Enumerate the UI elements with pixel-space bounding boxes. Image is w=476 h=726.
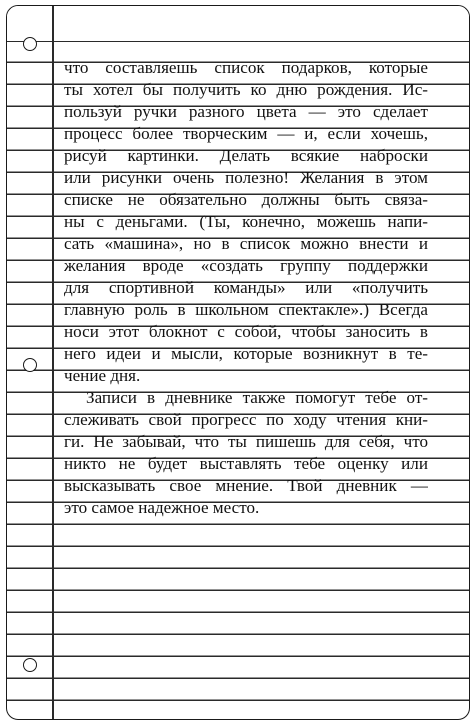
text-line: чение дня. (64, 366, 141, 385)
text-line: ги. Не забывай, что ты пишешь для себя, что (64, 432, 428, 451)
text-line: что составляешь список подарков, которые (64, 58, 428, 77)
text-line: высказывать свое мнение. Твой дневник — (64, 476, 428, 495)
text-line: Записи в дневнике также помогут тебе от- (86, 388, 428, 407)
text-line: носи этот блокнот с собой, чтобы заносить в (64, 322, 428, 341)
text-line: процесс более творческим — и, если хочешь, (64, 124, 428, 143)
text-line: главную роль в школьном спектакле».) Всегда (64, 300, 428, 319)
text-line: него идеи и мысли, которые возникнут в те- (64, 344, 428, 363)
text-line: никто не будет выставлять тебе оценку или (64, 454, 428, 473)
binder-hole-icon (23, 658, 37, 672)
binder-hole-icon (23, 358, 37, 372)
body-text (64, 57, 428, 519)
binder-hole-icon (23, 37, 37, 51)
text-line: пользуй ручки разного цвета — это сделает (64, 102, 428, 121)
margin-line (52, 6, 54, 719)
text-line: или рисунки очень полезно! Желания в этом (64, 168, 428, 187)
text-line: желания вроде «создать группу поддержки (64, 256, 428, 275)
text-line: это самое надежное место. (64, 498, 260, 517)
text-line: ты хотел бы получить ко дню рождения. Ис- (64, 80, 428, 99)
text-line: для спортивной команды» или «получить (64, 278, 428, 297)
top-band (7, 6, 469, 42)
text-line: слеживать свой прогресс по ходу чтения кни- (64, 410, 428, 429)
text-line: сать «машина», но в список можно внести и (64, 234, 428, 253)
text-line: ны с деньгами. (Ты, конечно, можешь напи- (64, 212, 428, 231)
text-line: рисуй картинки. Делать всякие наброски (64, 146, 428, 165)
text-line: списке не обязательно должны быть связа- (64, 190, 428, 209)
